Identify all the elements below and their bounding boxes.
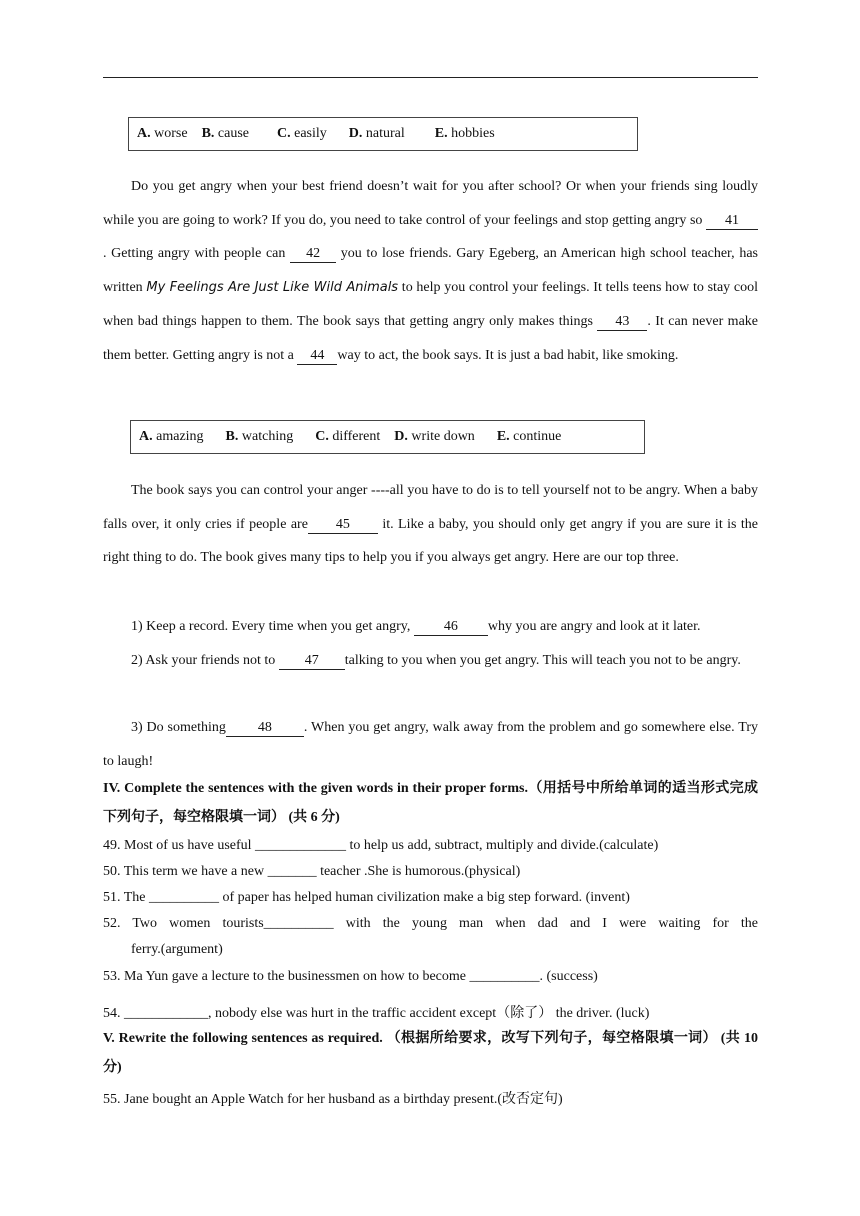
book-title: My Feelings Are Just Like Wild Animals — [146, 280, 399, 296]
header-rule — [103, 77, 758, 78]
option-e: E. continue — [496, 429, 562, 444]
question-52: 52. Two women tourists__________ with the young man when dad and I were waiting for the — [103, 916, 758, 931]
blank-43: 43 — [597, 314, 647, 331]
question-52-cont: ferry.(argument) — [131, 942, 223, 957]
section-v-heading: V. Rewrite the following sentences as required. （根据所给要求，改写下列句子，每空格限填一词） (共 10 分) — [103, 1031, 758, 1075]
blank-44: 44 — [297, 348, 337, 365]
word-box-1 — [128, 117, 638, 151]
blank-45: 45 — [308, 517, 378, 534]
section-iv-heading: IV. Complete the sentences with the given words in their proper forms.（用括号中所给单词的适当形式完成下列句子，每空格限填一词） (共 6 分) — [103, 781, 758, 825]
blank-47: 47 — [279, 653, 345, 670]
option-d: D. natural — [348, 126, 405, 141]
tip-2: 2) Ask your friends not to 47 talking to you when you get angry. This will teach you not to be angry. — [131, 653, 741, 668]
tip-3: 3) Do something 48 . When you get angry, walk away from the problem and go somewhere else. Try to laugh! — [103, 720, 759, 769]
option-c: C. different — [315, 429, 381, 444]
blank-46: 46 — [414, 619, 488, 636]
option-d: D. write down — [394, 429, 475, 444]
blank-41: 41 — [706, 213, 758, 230]
blank-48: 48 — [226, 720, 304, 737]
option-b: B. watching — [225, 429, 294, 444]
option-c: C. easily — [277, 126, 327, 141]
option-a: A. worse — [137, 126, 188, 141]
question-51: 51. The __________ of paper has helped human civilization make a big step forward. (invent) — [103, 890, 630, 905]
tip-1: 1) Keep a record. Every time when you get angry, 46 why you are angry and look at it later. — [131, 619, 701, 634]
question-53: 53. Ma Yun gave a lecture to the businessmen on how to become __________. (success) — [103, 969, 598, 984]
question-54: 54. ____________, nobody else was hurt in the traffic accident except（除了） the driver. (luck) — [103, 1006, 650, 1021]
passage-paragraph-1: Do you get angry when your best friend doesn’t wait for you after school? Or when your friends sing loudly while you are going to work? If you do, you need to take control of your feelings and stop getting angry so 41. Getting angry with people can 42 you to lose friends. Gary Egeberg, an American high school teacher, has written My Feelings Are Just Like Wild Animals to help you control your feelings. It tells teens how to stay cool when bad things happen to them. The book says that getting angry only makes things 43 . It can never make them better. Getting angry is not a 44 way to act, the book says. It is just a bad habit, like smoking. — [103, 179, 759, 363]
question-50: 50. This term we have a new _______ teacher .She is humorous.(physical) — [103, 864, 521, 879]
option-a: A. amazing — [139, 429, 204, 444]
word-box-2 — [130, 420, 645, 454]
question-49: 49. Most of us have useful _____________ to help us add, subtract, multiply and divide.(calculate) — [103, 838, 659, 853]
question-55: 55. Jane bought an Apple Watch for her husband as a birthday present.(改否定句) — [103, 1092, 563, 1107]
option-e: E. hobbies — [434, 126, 495, 141]
blank-42: 42 — [290, 246, 336, 263]
passage-paragraph-2: The book says you can control your anger ----all you have to do is to tell yourself not to be angry. When a baby falls over, it only cries if people are 45 it. Like a baby, you should only get angry if you are sure it is the right thing to do. The book gives many tips to help you if you always get angry. Here are our top three. — [103, 483, 758, 566]
option-b: B. cause — [201, 126, 249, 141]
